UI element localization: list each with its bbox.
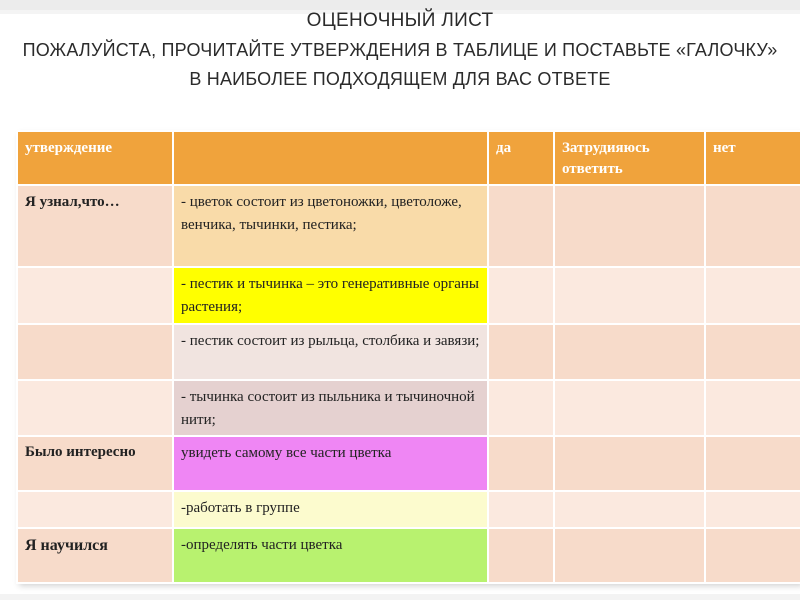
- answer-unsure-cell[interactable]: [554, 185, 705, 267]
- answer-unsure-cell[interactable]: [554, 491, 705, 528]
- page-subtitle: ПОЖАЛУЙСТА, ПРОЧИТАЙТЕ УТВЕРЖДЕНИЯ В ТАБЛИЦЕ И ПОСТАВЬТЕ «ГАЛОЧКУ» В НАИБОЛЕЕ ПОДХОДЯЩЕМ ДЛЯ ВАС ОТВЕТЕ: [22, 40, 778, 89]
- answer-no-cell[interactable]: [705, 185, 800, 267]
- row-category: Я узнал,что…: [17, 185, 173, 267]
- row-category: [17, 324, 173, 380]
- column-header-no: нет: [705, 131, 800, 185]
- page-header: [0, 8, 800, 94]
- row-statement: - пестик и тычинка – это генеративные органы растения;: [173, 267, 488, 324]
- row-statement: - пестик состоит из рыльца, столбика и завязи;: [173, 324, 488, 380]
- answer-no-cell[interactable]: [705, 380, 800, 436]
- page-title: ОЦЕНОЧНЫЙ ЛИСТ: [306, 10, 494, 31]
- answer-unsure-cell[interactable]: [554, 324, 705, 380]
- column-header-yes: да: [488, 131, 554, 185]
- answer-yes-cell[interactable]: [488, 491, 554, 528]
- row-category: Я научился: [17, 528, 173, 583]
- row-category: [17, 380, 173, 436]
- row-statement: -работать в группе: [173, 491, 488, 528]
- answer-yes-cell[interactable]: [488, 380, 554, 436]
- table-row: [17, 528, 800, 583]
- answer-unsure-cell[interactable]: [554, 267, 705, 324]
- column-header-unsure: Затрудияюсь ответить: [554, 131, 705, 185]
- column-header-statement: утверждение: [17, 131, 173, 185]
- row-statement: - тычинка состоит из пыльника и тычиночной нити;: [173, 380, 488, 436]
- row-category: Было интересно: [17, 436, 173, 491]
- answer-no-cell[interactable]: [705, 528, 800, 583]
- answer-unsure-cell[interactable]: [554, 528, 705, 583]
- row-category: [17, 491, 173, 528]
- answer-yes-cell[interactable]: [488, 185, 554, 267]
- answer-yes-cell[interactable]: [488, 436, 554, 491]
- answer-no-cell[interactable]: [705, 491, 800, 528]
- table-header-row: [17, 131, 800, 185]
- answer-no-cell[interactable]: [705, 267, 800, 324]
- answer-unsure-cell[interactable]: [554, 380, 705, 436]
- row-statement: увидеть самому все части цветка: [173, 436, 488, 491]
- table-row: [17, 380, 800, 436]
- row-statement: -определять части цветка: [173, 528, 488, 583]
- evaluation-table: [16, 130, 800, 584]
- evaluation-table-container: [16, 130, 800, 582]
- answer-no-cell[interactable]: [705, 436, 800, 491]
- answer-no-cell[interactable]: [705, 324, 800, 380]
- bottom-decor-strip: [0, 594, 800, 600]
- table-row: [17, 324, 800, 380]
- table-row: [17, 267, 800, 324]
- answer-yes-cell[interactable]: [488, 267, 554, 324]
- table-row: [17, 185, 800, 267]
- answer-yes-cell[interactable]: [488, 528, 554, 583]
- column-header-blank: [173, 131, 488, 185]
- answer-yes-cell[interactable]: [488, 324, 554, 380]
- row-statement: - цветок состоит из цветоножки, цветоложе, венчика, тычинки, пестика;: [173, 185, 488, 267]
- row-category: [17, 267, 173, 324]
- answer-unsure-cell[interactable]: [554, 436, 705, 491]
- table-row: [17, 491, 800, 528]
- table-row: [17, 436, 800, 491]
